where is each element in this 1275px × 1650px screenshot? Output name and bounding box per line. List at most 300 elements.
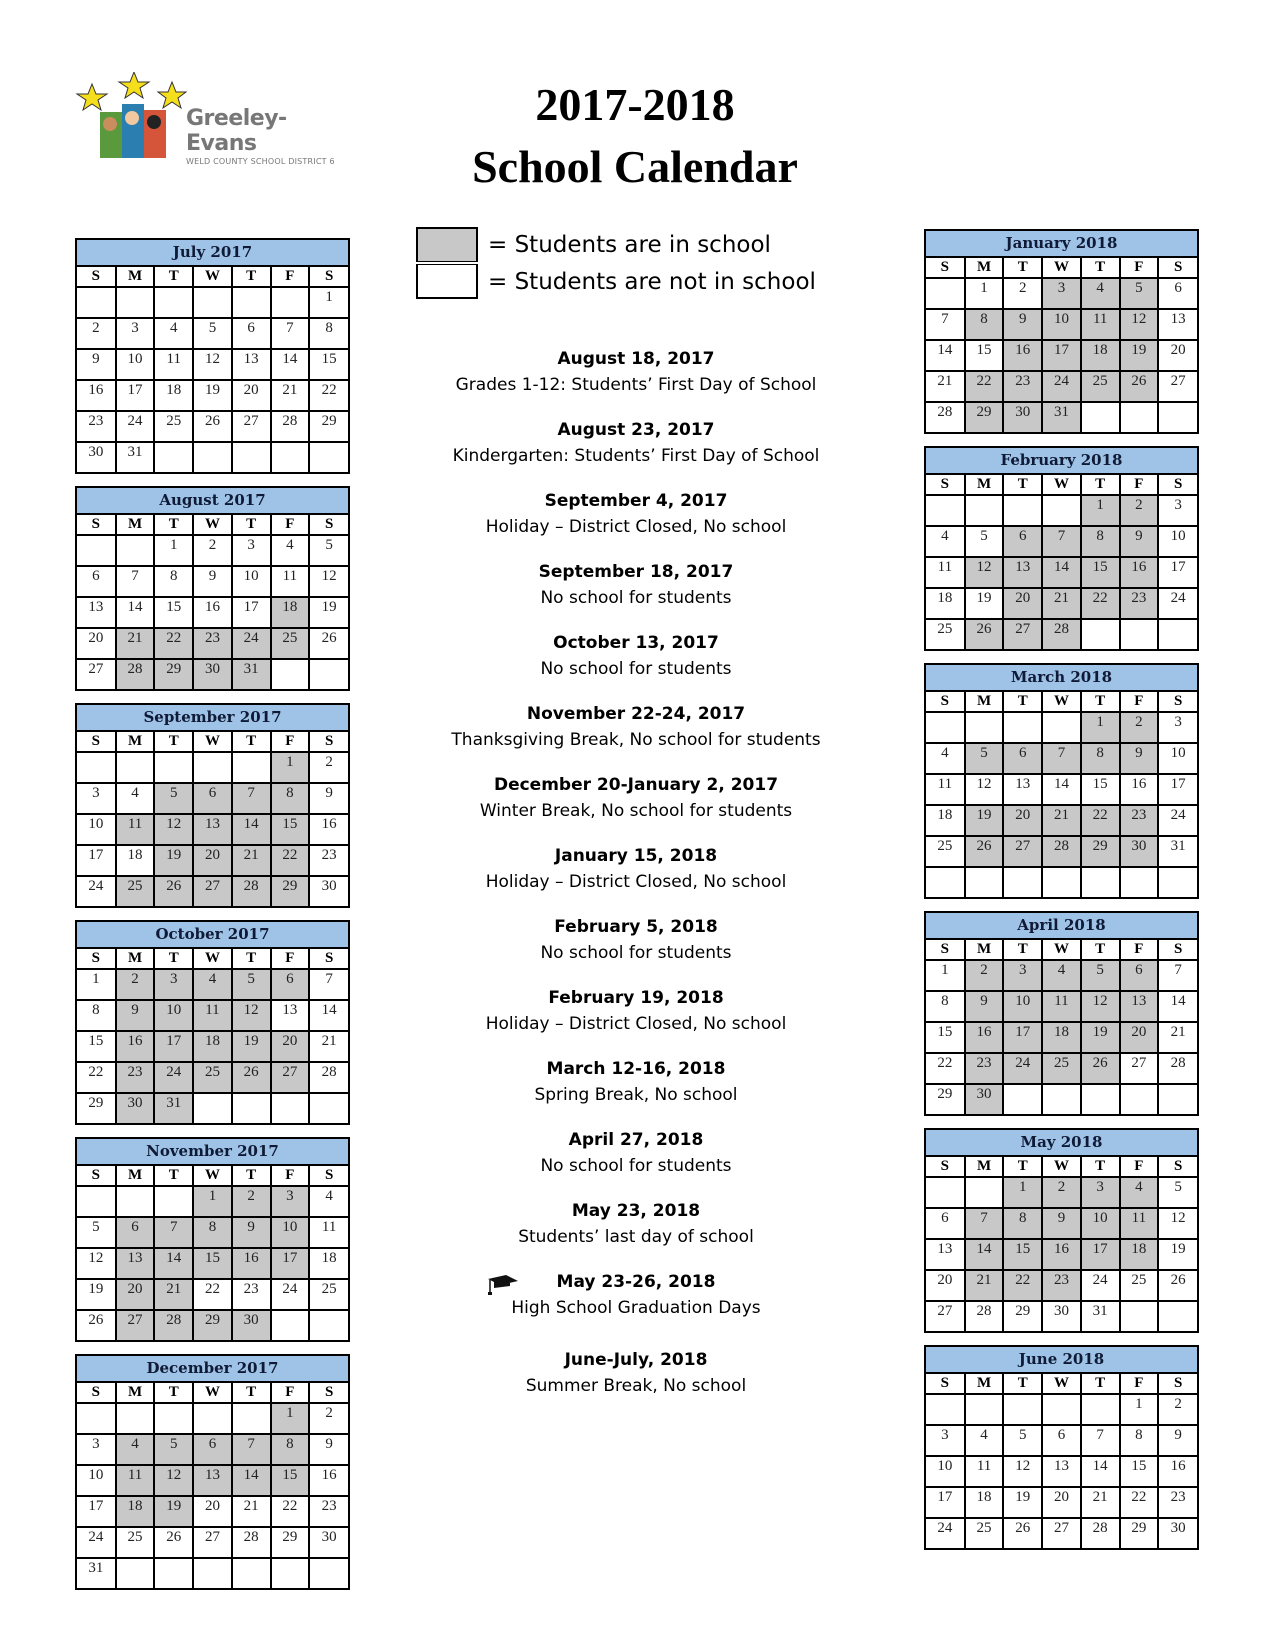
weekday-header: T xyxy=(232,267,271,287)
day-cell: 25 xyxy=(926,619,965,649)
event-date: March 12-16, 2018 xyxy=(546,1059,726,1079)
day-cell: 20 xyxy=(1003,805,1042,836)
day-cell: 17 xyxy=(154,1031,193,1062)
empty-cell xyxy=(116,535,155,566)
logo-subtitle: WELD COUNTY SCHOOL DISTRICT 6 xyxy=(186,157,335,166)
empty-cell xyxy=(232,287,271,318)
day-cell: 25 xyxy=(309,1279,348,1310)
event-item xyxy=(420,985,852,1056)
day-cell: 26 xyxy=(1120,371,1159,402)
day-cell: 17 xyxy=(77,1496,116,1527)
weekday-header: F xyxy=(271,1383,310,1403)
weekday-header: F xyxy=(1120,692,1159,712)
day-cell: 22 xyxy=(1081,588,1120,619)
day-cell: 28 xyxy=(271,411,310,442)
day-cell: 2 xyxy=(309,1403,348,1434)
day-cell: 23 xyxy=(232,1279,271,1310)
day-cell: 20 xyxy=(1120,1022,1159,1053)
empty-cell xyxy=(309,659,348,689)
day-cell: 29 xyxy=(271,1527,310,1558)
day-cell: 9 xyxy=(1158,1425,1197,1456)
event-date: January 15, 2018 xyxy=(554,846,718,866)
day-cell: 31 xyxy=(1081,1301,1120,1331)
day-cell: 10 xyxy=(1042,309,1081,340)
day-cell: 7 xyxy=(1042,526,1081,557)
month-title: December 2017 xyxy=(77,1356,348,1383)
day-cell: 26 xyxy=(309,628,348,659)
month-calendar xyxy=(924,663,1199,899)
empty-cell xyxy=(116,1186,155,1217)
day-cell: 24 xyxy=(116,411,155,442)
day-cell: 15 xyxy=(1081,774,1120,805)
empty-cell xyxy=(1003,1394,1042,1425)
day-cell: 13 xyxy=(1158,309,1197,340)
day-cell: 28 xyxy=(154,1310,193,1340)
day-cell: 13 xyxy=(1003,557,1042,588)
month-calendar xyxy=(75,486,350,691)
empty-cell xyxy=(1042,1084,1081,1114)
day-cell: 2 xyxy=(116,969,155,1000)
calendar-column-right xyxy=(924,229,1199,1562)
weekday-header: T xyxy=(1003,692,1042,712)
empty-cell xyxy=(271,659,310,689)
empty-cell xyxy=(1120,867,1159,897)
day-cell: 14 xyxy=(1042,557,1081,588)
day-cell: 9 xyxy=(1042,1208,1081,1239)
day-cell: 18 xyxy=(926,805,965,836)
empty-cell xyxy=(1042,1394,1081,1425)
day-cell: 26 xyxy=(1158,1270,1197,1301)
day-cell: 31 xyxy=(1158,836,1197,867)
event-description: Grades 1-12: Students’ First Day of School xyxy=(455,375,817,395)
day-cell: 18 xyxy=(271,597,310,628)
day-cell: 7 xyxy=(271,318,310,349)
empty-cell xyxy=(271,1093,310,1123)
event-date: November 22-24, 2017 xyxy=(526,704,746,724)
empty-cell xyxy=(1120,1301,1159,1331)
month-calendar xyxy=(75,1137,350,1342)
weekday-header: M xyxy=(965,1374,1004,1394)
day-cell: 25 xyxy=(1042,1053,1081,1084)
day-cell: 3 xyxy=(1158,495,1197,526)
day-cell: 4 xyxy=(116,783,155,814)
day-cell: 12 xyxy=(1003,1456,1042,1487)
legend-swatch-not-in-school xyxy=(416,264,478,299)
day-cell: 24 xyxy=(271,1279,310,1310)
day-cell: 22 xyxy=(193,1279,232,1310)
day-cell: 9 xyxy=(309,1434,348,1465)
event-description: Students’ last day of school xyxy=(518,1227,754,1247)
day-cell: 12 xyxy=(1158,1208,1197,1239)
day-cell: 24 xyxy=(154,1062,193,1093)
day-cell: 17 xyxy=(1158,774,1197,805)
weekday-header: M xyxy=(116,949,155,969)
day-cell: 29 xyxy=(926,1084,965,1114)
empty-cell xyxy=(1081,867,1120,897)
day-cell: 7 xyxy=(154,1217,193,1248)
day-cell: 17 xyxy=(1081,1239,1120,1270)
day-cell: 2 xyxy=(1003,278,1042,309)
weekday-header: T xyxy=(1081,1157,1120,1177)
day-cell: 15 xyxy=(926,1022,965,1053)
weekday-header: F xyxy=(271,267,310,287)
event-item xyxy=(420,772,852,843)
day-cell: 21 xyxy=(1042,588,1081,619)
day-cell: 29 xyxy=(193,1310,232,1340)
weekday-header: T xyxy=(1003,475,1042,495)
day-cell: 20 xyxy=(116,1279,155,1310)
day-cell: 12 xyxy=(77,1248,116,1279)
day-cell: 16 xyxy=(1120,774,1159,805)
day-cell: 13 xyxy=(1042,1456,1081,1487)
month-grid xyxy=(77,1166,348,1340)
weekday-header: T xyxy=(1081,1374,1120,1394)
day-cell: 13 xyxy=(193,1465,232,1496)
day-cell: 1 xyxy=(271,1403,310,1434)
event-item xyxy=(420,488,852,559)
month-title: March 2018 xyxy=(926,665,1197,692)
day-cell: 3 xyxy=(154,969,193,1000)
day-cell: 3 xyxy=(116,318,155,349)
day-cell: 9 xyxy=(965,991,1004,1022)
month-calendar xyxy=(924,446,1199,651)
month-title: September 2017 xyxy=(77,705,348,732)
day-cell: 13 xyxy=(116,1248,155,1279)
title-years: 2017-2018 xyxy=(535,79,735,130)
empty-cell xyxy=(1042,495,1081,526)
weekday-header: T xyxy=(1003,940,1042,960)
day-cell: 20 xyxy=(926,1270,965,1301)
day-cell: 13 xyxy=(193,814,232,845)
day-cell: 15 xyxy=(77,1031,116,1062)
day-cell: 7 xyxy=(232,1434,271,1465)
day-cell: 8 xyxy=(926,991,965,1022)
weekday-header: W xyxy=(193,515,232,535)
day-cell: 22 xyxy=(154,628,193,659)
weekday-header: S xyxy=(1158,475,1197,495)
month-grid xyxy=(77,949,348,1123)
day-cell: 1 xyxy=(77,969,116,1000)
day-cell: 8 xyxy=(271,783,310,814)
day-cell: 30 xyxy=(965,1084,1004,1114)
empty-cell xyxy=(1120,1084,1159,1114)
event-item xyxy=(420,1198,852,1269)
empty-cell xyxy=(271,1310,310,1340)
weekday-header: T xyxy=(232,1383,271,1403)
day-cell: 9 xyxy=(1003,309,1042,340)
empty-cell xyxy=(154,1186,193,1217)
empty-cell xyxy=(1158,402,1197,432)
empty-cell xyxy=(926,1177,965,1208)
day-cell: 5 xyxy=(1081,960,1120,991)
legend-swatch-in-school xyxy=(416,227,478,262)
day-cell: 6 xyxy=(1120,960,1159,991)
weekday-header: W xyxy=(1042,692,1081,712)
event-description: Thanksgiving Break, No school for students xyxy=(451,730,821,750)
day-cell: 10 xyxy=(232,566,271,597)
day-cell: 8 xyxy=(271,1434,310,1465)
weekday-header: S xyxy=(309,1166,348,1186)
day-cell: 21 xyxy=(154,1279,193,1310)
empty-cell xyxy=(965,1394,1004,1425)
day-cell: 10 xyxy=(154,1000,193,1031)
weekday-header: T xyxy=(154,1166,193,1186)
weekday-header: M xyxy=(965,940,1004,960)
day-cell: 20 xyxy=(1003,588,1042,619)
day-cell: 8 xyxy=(965,309,1004,340)
day-cell: 15 xyxy=(1120,1456,1159,1487)
day-cell: 26 xyxy=(965,619,1004,649)
event-date: May 23, 2018 xyxy=(571,1201,701,1221)
day-cell: 14 xyxy=(116,597,155,628)
weekday-header: T xyxy=(154,732,193,752)
event-description: No school for students xyxy=(540,659,732,679)
day-cell: 16 xyxy=(116,1031,155,1062)
day-cell: 14 xyxy=(1042,774,1081,805)
empty-cell xyxy=(309,1310,348,1340)
day-cell: 19 xyxy=(1003,1487,1042,1518)
day-cell: 1 xyxy=(193,1186,232,1217)
day-cell: 10 xyxy=(77,814,116,845)
weekday-header: T xyxy=(154,267,193,287)
legend-label-in-school: = Students are in school xyxy=(488,231,771,258)
event-item xyxy=(420,701,852,772)
event-item xyxy=(420,1269,852,1347)
weekday-header: S xyxy=(1158,692,1197,712)
weekday-header: W xyxy=(193,732,232,752)
weekday-header: T xyxy=(232,1166,271,1186)
day-cell: 5 xyxy=(1158,1177,1197,1208)
day-cell: 5 xyxy=(154,1434,193,1465)
day-cell: 2 xyxy=(77,318,116,349)
weekday-header: F xyxy=(1120,258,1159,278)
day-cell: 18 xyxy=(116,845,155,876)
day-cell: 22 xyxy=(926,1053,965,1084)
day-cell: 23 xyxy=(77,411,116,442)
day-cell: 23 xyxy=(1003,371,1042,402)
day-cell: 3 xyxy=(1003,960,1042,991)
empty-cell xyxy=(1081,619,1120,649)
day-cell: 27 xyxy=(1120,1053,1159,1084)
weekday-header: S xyxy=(926,258,965,278)
day-cell: 22 xyxy=(1081,805,1120,836)
day-cell: 11 xyxy=(965,1456,1004,1487)
day-cell: 19 xyxy=(1120,340,1159,371)
day-cell: 8 xyxy=(1081,743,1120,774)
day-cell: 6 xyxy=(1158,278,1197,309)
day-cell: 2 xyxy=(1158,1394,1197,1425)
day-cell: 6 xyxy=(271,969,310,1000)
weekday-header: S xyxy=(77,1166,116,1186)
weekday-header: T xyxy=(1081,940,1120,960)
day-cell: 9 xyxy=(232,1217,271,1248)
day-cell: 11 xyxy=(1120,1208,1159,1239)
weekday-header: F xyxy=(271,515,310,535)
day-cell: 13 xyxy=(232,349,271,380)
legend xyxy=(416,226,816,300)
day-cell: 24 xyxy=(926,1518,965,1548)
day-cell: 23 xyxy=(1158,1487,1197,1518)
day-cell: 11 xyxy=(926,557,965,588)
day-cell: 5 xyxy=(232,969,271,1000)
day-cell: 17 xyxy=(1042,340,1081,371)
month-calendar xyxy=(924,229,1199,434)
event-description: No school for students xyxy=(540,943,732,963)
event-description: Summer Break, No school xyxy=(525,1376,747,1396)
event-date: April 27, 2018 xyxy=(568,1130,704,1150)
day-cell: 5 xyxy=(1003,1425,1042,1456)
day-cell: 10 xyxy=(77,1465,116,1496)
weekday-header: W xyxy=(1042,475,1081,495)
empty-cell xyxy=(116,1403,155,1434)
month-title: August 2017 xyxy=(77,488,348,515)
weekday-header: F xyxy=(1120,1157,1159,1177)
month-calendar xyxy=(75,920,350,1125)
month-grid xyxy=(77,1383,348,1588)
day-cell: 30 xyxy=(1003,402,1042,432)
day-cell: 18 xyxy=(1120,1239,1159,1270)
day-cell: 3 xyxy=(1158,712,1197,743)
event-date: February 5, 2018 xyxy=(554,917,718,937)
event-item xyxy=(420,559,852,630)
day-cell: 18 xyxy=(154,380,193,411)
day-cell: 22 xyxy=(965,371,1004,402)
day-cell: 25 xyxy=(1120,1270,1159,1301)
day-cell: 1 xyxy=(154,535,193,566)
day-cell: 8 xyxy=(309,318,348,349)
empty-cell xyxy=(926,278,965,309)
day-cell: 9 xyxy=(193,566,232,597)
day-cell: 12 xyxy=(1120,309,1159,340)
day-cell: 10 xyxy=(1158,743,1197,774)
day-cell: 1 xyxy=(1120,1394,1159,1425)
day-cell: 3 xyxy=(926,1425,965,1456)
weekday-header: W xyxy=(1042,258,1081,278)
day-cell: 6 xyxy=(77,566,116,597)
empty-cell xyxy=(154,1403,193,1434)
weekday-header: S xyxy=(77,267,116,287)
day-cell: 11 xyxy=(1042,991,1081,1022)
day-cell: 7 xyxy=(309,969,348,1000)
event-item xyxy=(420,417,852,488)
month-calendar xyxy=(75,703,350,908)
day-cell: 12 xyxy=(154,1465,193,1496)
weekday-header: W xyxy=(193,1166,232,1186)
empty-cell xyxy=(232,1403,271,1434)
day-cell: 25 xyxy=(116,1527,155,1558)
event-date: September 4, 2017 xyxy=(544,491,728,511)
day-cell: 4 xyxy=(965,1425,1004,1456)
day-cell: 19 xyxy=(965,588,1004,619)
day-cell: 24 xyxy=(232,628,271,659)
day-cell: 11 xyxy=(193,1000,232,1031)
day-cell: 9 xyxy=(1120,526,1159,557)
day-cell: 20 xyxy=(1042,1487,1081,1518)
empty-cell xyxy=(1042,867,1081,897)
day-cell: 28 xyxy=(309,1062,348,1093)
day-cell: 23 xyxy=(1042,1270,1081,1301)
event-date: August 23, 2017 xyxy=(557,420,715,440)
day-cell: 19 xyxy=(965,805,1004,836)
empty-cell xyxy=(1003,712,1042,743)
weekday-header: T xyxy=(1081,692,1120,712)
day-cell: 11 xyxy=(154,349,193,380)
empty-cell xyxy=(232,1093,271,1123)
weekday-header: S xyxy=(77,949,116,969)
day-cell: 21 xyxy=(1158,1022,1197,1053)
day-cell: 27 xyxy=(1158,371,1197,402)
weekday-header: T xyxy=(1003,1374,1042,1394)
month-calendar xyxy=(924,911,1199,1116)
weekday-header: W xyxy=(193,949,232,969)
day-cell: 3 xyxy=(232,535,271,566)
empty-cell xyxy=(193,1093,232,1123)
day-cell: 29 xyxy=(1081,836,1120,867)
month-title: February 2018 xyxy=(926,448,1197,475)
empty-cell xyxy=(1120,402,1159,432)
day-cell: 17 xyxy=(1003,1022,1042,1053)
month-title: July 2017 xyxy=(77,240,348,267)
weekday-header: T xyxy=(232,515,271,535)
event-date: August 18, 2017 xyxy=(557,349,715,369)
month-title: April 2018 xyxy=(926,913,1197,940)
empty-cell xyxy=(193,442,232,472)
day-cell: 6 xyxy=(1003,526,1042,557)
day-cell: 5 xyxy=(1120,278,1159,309)
weekday-header: S xyxy=(309,732,348,752)
day-cell: 29 xyxy=(77,1093,116,1123)
empty-cell xyxy=(965,867,1004,897)
weekday-header: F xyxy=(271,732,310,752)
day-cell: 28 xyxy=(1081,1518,1120,1548)
day-cell: 20 xyxy=(232,380,271,411)
day-cell: 22 xyxy=(77,1062,116,1093)
empty-cell xyxy=(1158,1301,1197,1331)
day-cell: 13 xyxy=(77,597,116,628)
day-cell: 21 xyxy=(926,371,965,402)
weekday-header: S xyxy=(926,692,965,712)
day-cell: 20 xyxy=(1158,340,1197,371)
day-cell: 1 xyxy=(926,960,965,991)
day-cell: 29 xyxy=(1120,1518,1159,1548)
day-cell: 29 xyxy=(309,411,348,442)
month-grid xyxy=(926,692,1197,897)
day-cell: 30 xyxy=(1170,1520,1186,1536)
day-cell: 16 xyxy=(1003,340,1042,371)
weekday-header: S xyxy=(926,1157,965,1177)
day-cell: 17 xyxy=(1158,557,1197,588)
day-cell: 18 xyxy=(116,1496,155,1527)
weekday-header: W xyxy=(193,1383,232,1403)
month-title: June 2018 xyxy=(926,1347,1197,1374)
day-cell: 3 xyxy=(77,1434,116,1465)
event-description: Holiday – District Closed, No school xyxy=(485,1014,787,1034)
empty-cell xyxy=(1158,867,1197,897)
event-item xyxy=(420,346,852,417)
day-cell: 26 xyxy=(232,1062,271,1093)
day-cell: 27 xyxy=(1042,1518,1081,1548)
day-cell: 29 xyxy=(271,876,310,906)
day-cell: 10 xyxy=(1158,526,1197,557)
weekday-header: F xyxy=(1120,1374,1159,1394)
day-cell: 28 xyxy=(232,876,271,906)
empty-cell xyxy=(116,752,155,783)
event-date: October 13, 2017 xyxy=(553,633,719,653)
day-cell: 28 xyxy=(926,402,965,432)
day-cell: 14 xyxy=(271,349,310,380)
empty-cell xyxy=(926,712,965,743)
day-cell: 30 xyxy=(1120,836,1159,867)
